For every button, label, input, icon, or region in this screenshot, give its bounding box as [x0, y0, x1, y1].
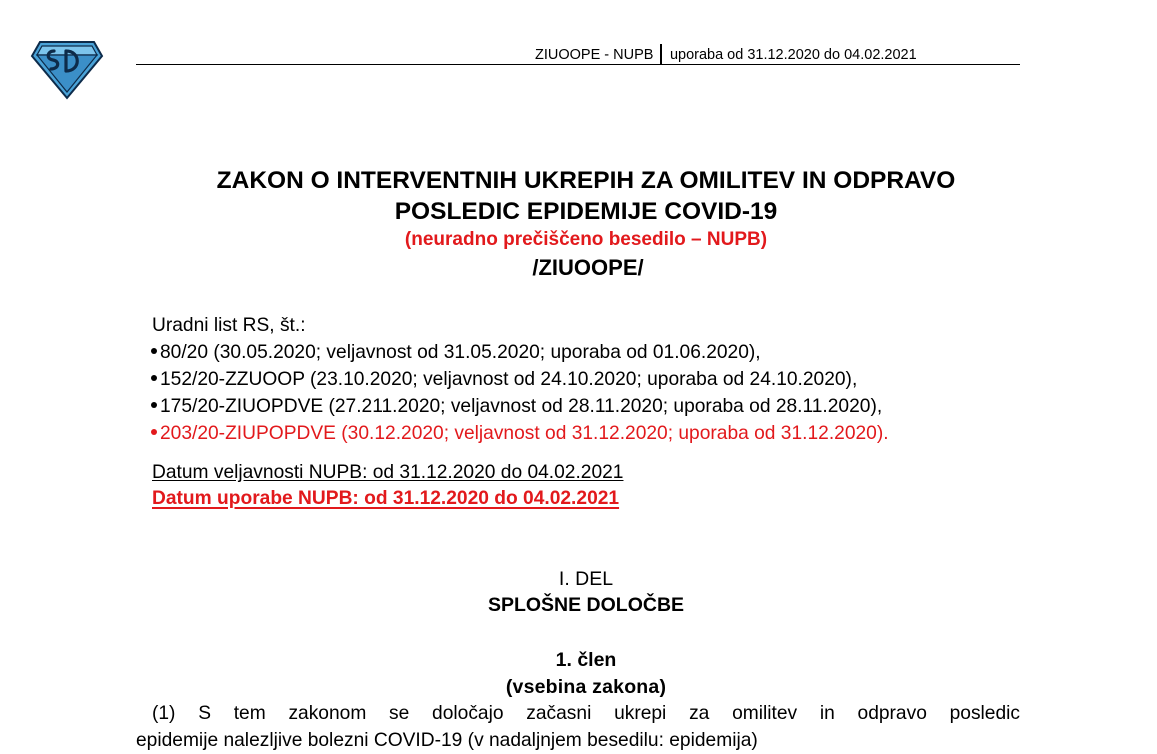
- publisher-logo-icon: [30, 38, 104, 100]
- header-doc-code: ZIUOOPE - NUPB: [535, 47, 654, 63]
- gazette-item-latest: 203/20-ZIUPOPDVE (30.12.2020; veljavnost od 31.12.2020; uporaba od 31.12.2020).: [151, 422, 889, 446]
- part-heading: I. DEL: [558, 568, 614, 590]
- gazette-item: 175/20-ZIUOPDVE (27.211.2020; veljavnost od 28.11.2020; uporaba od 28.11.2020),: [151, 395, 882, 419]
- header-usage-period: uporaba od 31.12.2020 do 04.02.2021: [669, 47, 917, 63]
- law-subtitle: (neuradno prečiščeno besedilo – NUPB): [404, 229, 768, 250]
- gazette-item: 152/20-ZZUOOP (23.10.2020; veljavnost od 24.10.2020; uporaba od 24.10.2020),: [151, 368, 857, 392]
- running-header: [535, 44, 917, 64]
- bullet-icon: [151, 375, 157, 381]
- header-rule: [136, 64, 1020, 65]
- law-title-line-2: POSLEDIC EPIDEMIJE COVID-19: [394, 198, 778, 225]
- law-short-name: /ZIUOOPE/: [532, 255, 644, 280]
- header-separator: [660, 44, 662, 64]
- usage-date: Datum uporabe NUPB: od 31.12.2020 do 04.02.2021: [152, 488, 620, 509]
- part-name: SPLOŠNE DOLOČBE: [487, 594, 685, 616]
- bullet-icon: [151, 348, 157, 354]
- bullet-icon: [151, 429, 157, 435]
- bullet-icon: [151, 402, 157, 408]
- article-name: (vsebina zakona): [505, 676, 667, 698]
- article-paragraph-line-1: (1) S tem zakonom se določajo začasni ukrepi za omilitev in odpravo posledic: [152, 703, 1020, 724]
- gazette-label: Uradni list RS, št.:: [152, 315, 306, 336]
- validity-date: Datum veljavnosti NUPB: od 31.12.2020 do 04.02.2021: [152, 462, 624, 483]
- law-title-line-1: ZAKON O INTERVENTNIH UKREPIH ZA OMILITEV IN ODPRAVO: [216, 167, 956, 194]
- article-heading: 1. člen: [555, 649, 617, 671]
- gazette-item: 80/20 (30.05.2020; veljavnost od 31.05.2020; uporaba od 01.06.2020),: [151, 341, 761, 365]
- article-paragraph-line-2: epidemije nalezljive bolezni COVID-19 (v nadaljnjem besedilu: epidemija): [136, 730, 758, 751]
